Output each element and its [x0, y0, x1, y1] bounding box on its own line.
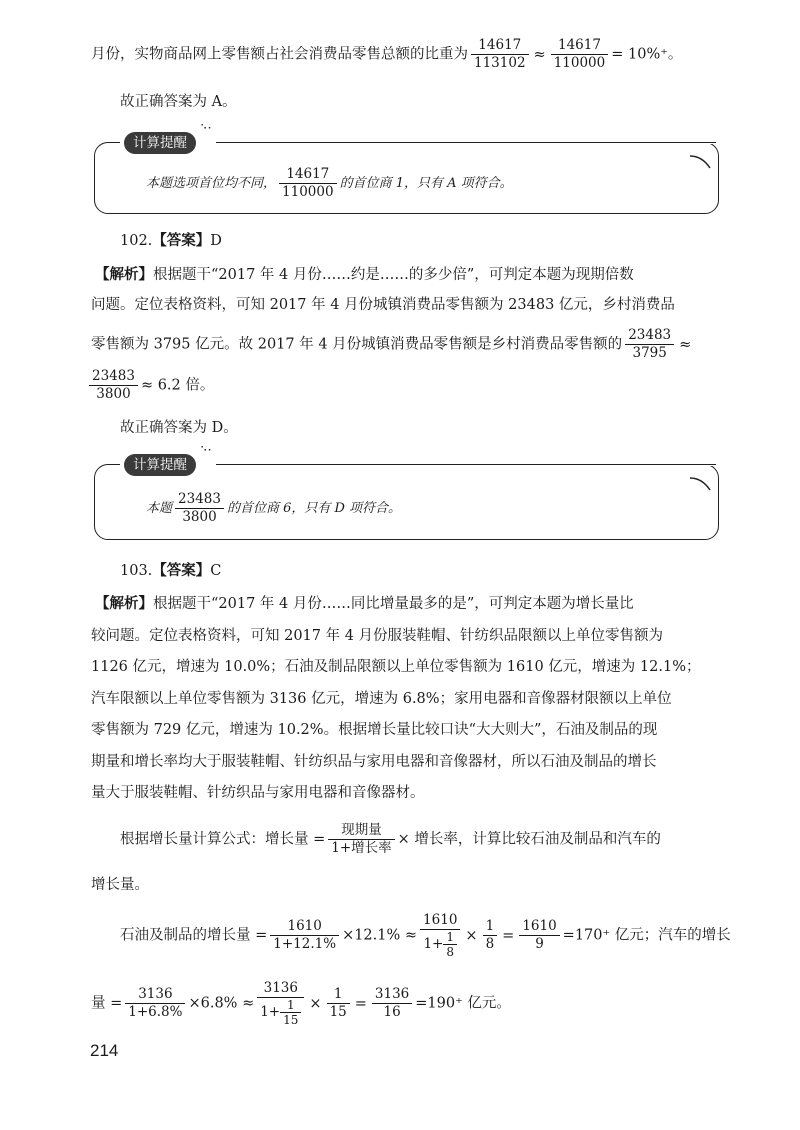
car-fraction-3: $\frac{1}{15}$	[327, 986, 350, 1021]
q102-conclusion: 故正确答案为 D。	[120, 420, 238, 436]
s101-fraction-1: $\frac{14617}{113102}$	[471, 37, 529, 72]
reminder-badge-1: 计算提醒	[124, 132, 196, 154]
q102-answer: 102.【答案】D	[120, 232, 222, 249]
q103-analysis-line7: 量大于服装鞋帽、针纺织品与家用电器和音像器材。	[91, 785, 425, 801]
q103-analysis-line4: 汽车限额以上单位零售额为 3136 亿元，增速为 6.8%；家用电器和音像器材限额以上单位	[91, 691, 672, 707]
q103-analysis-line3: 1126 亿元，增速为 10.0%；石油及制品限额以上单位零售额为 1610 亿元，增速为 12.1%；	[91, 659, 701, 675]
sparkle-icon: ⠑⠂	[200, 124, 215, 135]
q103-analysis-line6: 期量和增长率均大于服装鞋帽、针纺织品与家用电器和音像器材，所以石油及制品的增长	[91, 754, 657, 770]
q102-fraction-1: $\frac{23483}{3795}$	[625, 327, 674, 362]
q102-fraction-2: $\frac{23483}{3800}$	[89, 368, 138, 403]
reminder1-fraction: $\frac{14617}{110000}$	[279, 166, 337, 201]
q103-analysis-line5: 零售额为 729 亿元，增速为 10.2%。根据增长量比较口诀“大大则大”，石油及制品的现	[91, 722, 658, 738]
car-nested-fraction: $\frac{1}{15}$	[280, 998, 301, 1027]
q102-analysis-line2: 问题。定位表格资料，可知 2017 年 4 月份城镇消费品零售额为 23483 亿元，乡村消费品	[91, 297, 675, 313]
oil-fraction-1: $\frac{1610}{1+12.1\%}$	[270, 918, 339, 953]
q103-car-calc: 量 = $\frac{3136}{1+6.8\%}$ ×6.8% ≈ 3136 1+ $\frac{1}{15}$ × $\frac{1}{15}$ = $\frac{3136}{16}$ =190⁺ 亿元。	[91, 980, 511, 1027]
reminder-text-1: 本题选项首位均不同， $\frac{14617}{110000}$ 的首位商 1，只有 A 项符合。	[146, 166, 513, 200]
page-number: 214	[90, 1041, 119, 1060]
q102-analysis-line1: 【解析】根据题干“2017 年 4 月份……约是……的多少倍”，可判定本题为现期倍数	[95, 266, 634, 283]
q103-analysis-line2: 较问题。定位表格资料，可知 2017 年 4 月份服装鞋帽、针纺织品限额以上单位零售额为	[91, 628, 664, 644]
s101-line1: 月份，实物商品网上零售额占社会消费品零售总额的比重为 $\frac{14617}{113102}$ ≈ $\frac{14617}{110000}$ = 10%⁺。	[91, 37, 683, 71]
s101-conclusion: 故正确答案为 A。	[120, 94, 237, 110]
car-fraction-2: 3136 1+ $\frac{1}{15}$	[257, 980, 304, 1027]
q103-formula-line2: 增长量。	[91, 877, 149, 893]
q103-answer: 103.【答案】C	[120, 562, 222, 579]
oil-nested-fraction: $\frac{1}{8}$	[443, 930, 457, 959]
s101-line1-prefix: 月份，实物商品网上零售额占社会消费品零售总额的比重为	[91, 46, 468, 63]
growth-formula-fraction: $\frac{\text{现期量}}{\text{1+增长率}}$	[328, 822, 394, 857]
q103-formula-line: 根据增长量计算公式：增长量 = $\frac{\text{现期量}}{\text{1+增长率}}$ × 增长率，计算比较石油及制品和汽车的	[120, 822, 661, 856]
car-fraction-4: $\frac{3136}{16}$	[372, 986, 412, 1021]
q102-analysis-line4: $\frac{23483}{3800}$ ≈ 6.2 倍。	[89, 368, 214, 403]
q102-analysis-line3: 零售额为 3795 亿元。故 2017 年 4 月份城镇消费品零售额是乡村消费品零售额的 $\frac{23483}{3795}$ ≈	[91, 327, 692, 361]
reminder-text-2: 本题 $\frac{23483}{3800}$ 的首位商 6，只有 D 项符合。	[146, 491, 402, 525]
q103-analysis-line1: 【解析】根据题干“2017 年 4 月份……同比增量最多的是”，可判定本题为增长量比	[95, 595, 634, 612]
reminder2-fraction: $\frac{23483}{3800}$	[175, 491, 224, 526]
sparkle-icon: ⠑⠂	[200, 446, 215, 457]
car-fraction-1: $\frac{3136}{1+6.8\%}$	[125, 986, 185, 1021]
oil-fraction-2: 1610 1+ $\frac{1}{8}$	[420, 912, 460, 959]
curl-icon	[688, 152, 714, 172]
q103-oil-calc: 石油及制品的增长量 = $\frac{1610}{1+12.1\%}$ ×12.1% ≈ 1610 1+ $\frac{1}{8}$ × $\frac{1}{8}$ = $\frac{1610}{9}$ =170⁺ 亿元；汽车的增长	[120, 912, 731, 959]
curl-icon	[688, 474, 714, 494]
oil-fraction-3: $\frac{1}{8}$	[483, 918, 498, 953]
s101-fraction-2: $\frac{14617}{110000}$	[551, 37, 609, 72]
oil-fraction-4: $\frac{1610}{9}$	[519, 918, 559, 953]
reminder-badge-2: 计算提醒	[124, 454, 196, 476]
